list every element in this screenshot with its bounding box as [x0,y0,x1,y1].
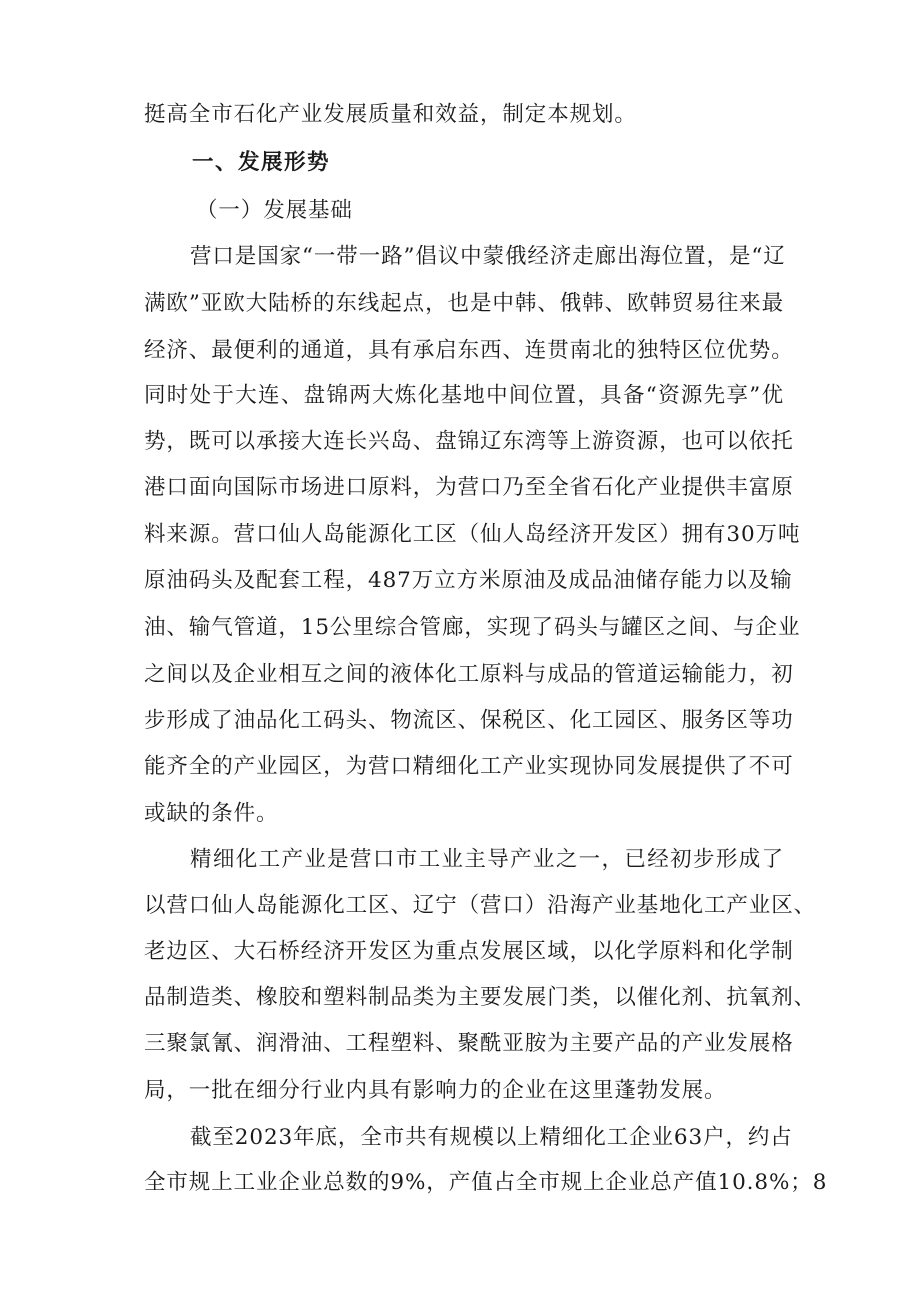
text-line: 原油码头及配套工程，487万立方米原油及成品油储存能力以及输 [144,568,793,593]
subsection-heading: （一）发展基础 [196,198,353,223]
text-line: 经济、最便利的通道，具有承启东西、连贯南北的独特区位优势。 [144,338,794,363]
paragraph-first-line: 营口是国家“一带一路”倡议中蒙俄经济走廊出海位置，是“辽 [190,244,786,269]
text-line: 品制造类、橡胶和塑料制品类为主要发展门类，以催化剂、抗氧剂、 [144,985,817,1010]
text-line: 全市规上工业企业总数的9%，产值占全市规上企业总产值10.8%；8 [144,1170,828,1195]
text-line: 挺高全市石化产业发展质量和效益，制定本规划。 [144,102,637,127]
text-line: 步形成了油品化工码头、物流区、保税区、化工园区、服务区等功 [144,708,794,733]
text-line: 或缺的条件。 [144,801,279,826]
text-line: 油、输气管道，15公里综合管廊，实现了码头与罐区之间、与企业 [144,615,801,640]
text-line: 同时处于大连、盘锦两大炼化基地中间位置，具备“资源先享”优 [144,383,784,408]
text-line: 老边区、大石桥经济开发区为重点发展区域，以化学原料和化学制 [144,939,794,964]
paragraph-first-line: 截至2023年底，全市共有规模以上精细化工企业63户，约占 [190,1125,793,1150]
text-line: 满欧”亚欧大陆桥的东线起点，也是中韩、俄韩、欧韩贸易往来最 [144,291,784,316]
text-line: 势，既可以承接大连长兴岛、盘锦辽东湾等上游资源，也可以依托 [144,429,794,454]
text-line: 局，一批在细分行业内具有影响力的企业在这里蓬勃发展。 [144,1078,727,1103]
text-line: 能齐全的产业园区，为营口精细化工产业实现协同发展提供了不可 [144,754,794,779]
section-heading: 一、发展形势 [192,150,331,175]
paragraph-first-line: 精细化工产业是营口市工业主导产业之一，已经初步形成了 [190,847,784,872]
text-line: 之间以及企业相互之间的液体化工原料与成品的管道运输能力，初 [144,662,794,687]
text-line: 以营口仙人岛能源化工区、辽宁（营口）沿海产业基地化工产业区、 [144,893,817,918]
text-line: 料来源。营口仙人岛能源化工区（仙人岛经济开发区）拥有30万吨 [144,522,801,547]
text-line: 三聚氯氰、润滑油、工程塑料、聚酰亚胺为主要产品的产业发展格 [144,1031,794,1056]
text-line: 港口面向国际市场进口原料，为营口乃至全省石化产业提供丰富原 [144,475,794,500]
